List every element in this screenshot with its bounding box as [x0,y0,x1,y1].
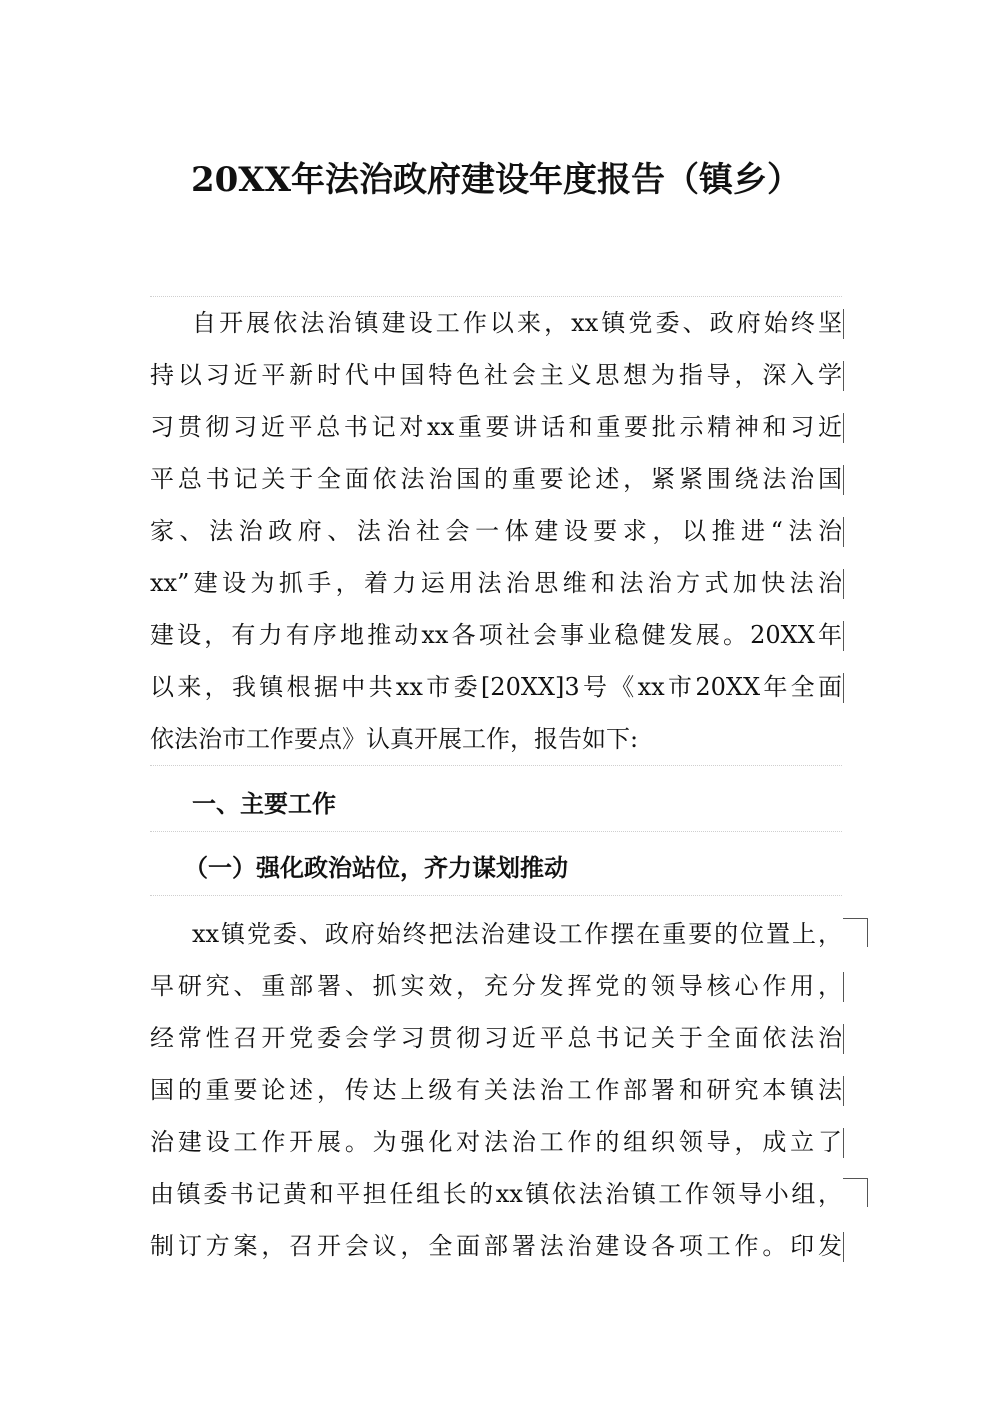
line-text: 习贯彻习近平总书记对xx重要讲话和重要批示精神和习近 [150,413,842,441]
paragraph-line [150,297,842,349]
paragraph-line [150,1168,842,1220]
paragraph-line [150,1220,842,1272]
line-text: 早研究、重部署、抓实效，充分发挥党的领导核心作用， [150,972,842,1000]
line-text: 家、法治政府、法治社会一体建设要求，以推进“法治 [150,517,842,545]
paragraph-line [150,609,842,661]
line-text: 以来，我镇根据中共xx市委[20XX]3号《xx市20XX年全面 [150,673,842,701]
line-text: 建设，有力有序地推动xx各项社会事业稳健发展。20XX年 [150,621,842,649]
body-paragraph [150,908,842,1272]
intro-paragraph [150,296,842,766]
paragraph-line [150,453,842,505]
paragraph-line [150,908,842,960]
paragraph-line [150,713,842,765]
paragraph-line [150,505,842,557]
paragraph-line [150,960,842,1012]
paragraph-line [150,1064,842,1116]
section-heading: 一、主要工作 [150,778,842,832]
paragraph-line [150,401,842,453]
document-title: 20XX年法治政府建设年度报告（镇乡） [190,160,802,200]
paragraph-line [150,349,842,401]
paragraph-line [150,557,842,609]
line-text: 治建设工作开展。为强化对法治工作的组织领导，成立了 [150,1128,842,1156]
line-text: 经常性召开党委会学习贯彻习近平总书记关于全面依法治 [150,1024,842,1052]
line-text: 由镇委书记黄和平担任组长的xx镇依法治镇工作领导小组， [150,1180,842,1208]
subsection-heading: （一）强化政治站位，齐力谋划推动 [150,842,842,896]
line-text: xx”建设为抓手，着力运用法治思维和法治方式加快法治 [150,569,842,597]
line-text: xx镇党委、政府始终把法治建设工作摆在重要的位置上， [192,920,842,948]
paragraph-line [150,661,842,713]
paragraph-line [150,1012,842,1064]
line-text: 国的重要论述，传达上级有关法治工作部署和研究本镇法 [150,1076,842,1104]
line-text: 依法治市工作要点》认真开展工作，报告如下: [150,725,639,753]
line-text: 自开展依法治镇建设工作以来，xx镇党委、政府始终坚 [192,309,842,337]
line-text: 持以习近平新时代中国特色社会主义思想为指导，深入学 [150,361,842,389]
line-text: 平总书记关于全面依法治国的重要论述，紧紧围绕法治国 [150,465,842,493]
paragraph-line [150,1116,842,1168]
line-text: 制订方案，召开会议，全面部署法治建设各项工作。印发 [150,1232,842,1260]
